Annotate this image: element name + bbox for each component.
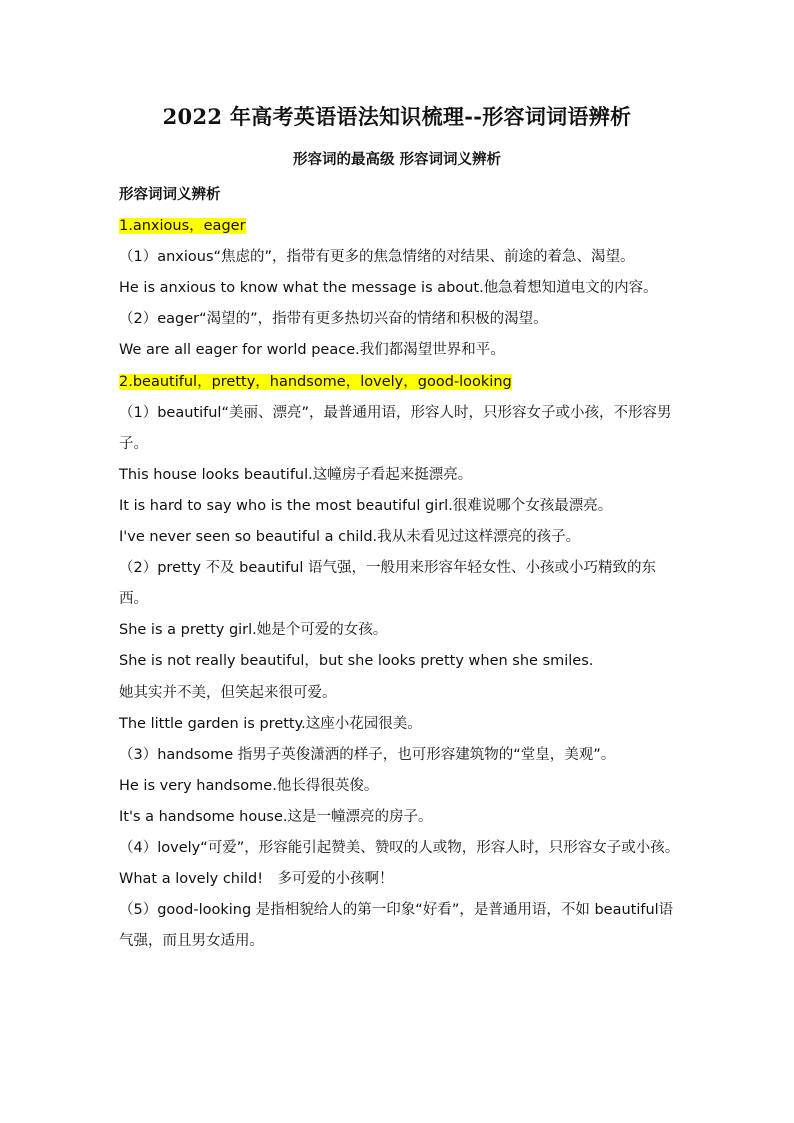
text-line [119,398,684,460]
text-line [119,771,684,802]
line-text: What a lovely child! 多可爱的小孩啊！ [119,871,394,888]
line-text: 2.beautiful，pretty，handsome，lovely，good-looking [119,373,512,390]
text-line [119,304,684,335]
line-text: It is hard to say who is the most beautiful girl.很难说哪个女孩最漂亮。 [119,497,613,514]
text-line [119,522,684,553]
line-text: He is anxious to know what the message is about.他急着想知道电文的内容。 [119,280,658,297]
line-text: We are all eager for world peace.我们都渴望世界和平。 [119,342,505,359]
document-body [119,180,684,957]
line-text: 1.anxious，eager [119,218,246,235]
text-line [119,802,684,833]
text-line [119,678,684,709]
line-text: I've never seen so beautiful a child.我从未看见过这样漂亮的孩子。 [119,529,581,546]
text-line [119,864,684,895]
line-text: This house looks beautiful.这幢房子看起来挺漂亮。 [119,466,473,483]
line-text: The little garden is pretty.这座小花园很美。 [119,715,422,732]
text-line [119,709,684,740]
line-text: （1）anxious“焦虑的”，指带有更多的焦急情绪的对结果、前途的着急、渴望。 [119,249,635,266]
document-title: 2022 年高考英语语法知识梳理--形容词词语辨析 [162,104,632,129]
text-line [119,895,684,957]
line-text: She is a pretty girl.她是个可爱的女孩。 [119,622,388,639]
section-heading: 形容词词义辨析 [119,187,221,203]
line-text: （4）lovely“可爱”，形容能引起赞美、赞叹的人或物，形容人时，只形容女子或小孩。 [119,839,680,856]
text-line [119,833,684,864]
text-line [119,615,684,646]
highlighted-heading-line [119,367,684,398]
line-text: （2）eager“渴望的”，指带有更多热切兴奋的情绪和积极的渴望。 [119,311,548,328]
text-line [119,553,684,615]
text-line [119,491,684,522]
line-text: 她其实并不美，但笑起来很可爱。 [119,684,337,701]
line-text: It's a handsome house.这是一幢漂亮的房子。 [119,808,433,825]
text-line [119,273,684,304]
document-subtitle: 形容词的最高级 形容词词义辨析 [292,152,502,168]
highlighted-heading-line [119,211,684,242]
line-text: （2）pretty 不及 beautiful 语气强，一般用来形容年轻女性、小孩或小巧精致的东西。 [119,560,657,608]
line-text: （3）handsome 指男子英俊潇洒的样子，也可形容建筑物的“堂皇，美观”。 [119,746,616,763]
content-lines [119,211,684,957]
text-line [119,335,684,366]
line-text: He is very handsome.他长得很英俊。 [119,777,379,794]
text-line [119,242,684,273]
line-text: （5）good-looking 是指相貌给人的第一印象“好看”，是普通用语，不如 beautiful语气强，而且男女适用。 [119,902,674,950]
text-line [119,646,684,677]
text-line [119,740,684,771]
line-text: She is not really beautiful，but she looks pretty when she smiles. [119,653,594,670]
text-line [119,460,684,491]
line-text: （1）beautiful“美丽、漂亮”，最普通用语，形容人时，只形容女子或小孩，不形容男子。 [119,404,672,452]
